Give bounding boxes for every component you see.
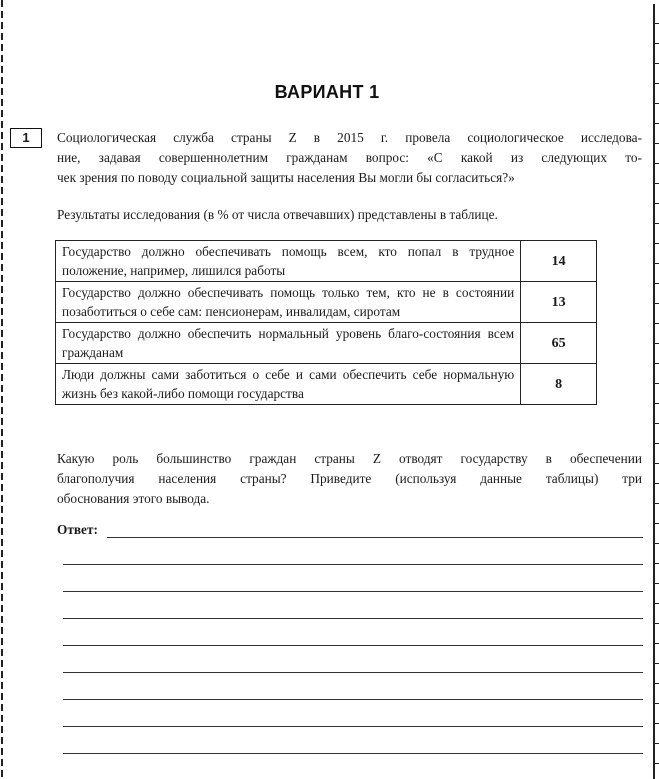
results-intro xyxy=(57,205,642,225)
answer-line[interactable] xyxy=(107,537,643,538)
statement-cell: Государство должно обеспечивать помощь всем, кто попал в трудное положение, например, лишился работы xyxy=(56,241,521,282)
margin-ruler-ticks xyxy=(653,4,659,779)
statement-cell: Люди должны сами заботиться о себе и сами обеспечить себе нормальную жизнь без какой-либо помощи государства xyxy=(56,364,521,405)
intro-line: чек зрения по поводу социальной защиты населения Вы могли бы согласиться?» xyxy=(57,170,515,185)
statement-cell: Государство должно обеспечивать помощь только тем, кто не в состоянии позаботиться о себе сам: пенсионерам, инвалидам, сиротам xyxy=(56,282,521,323)
answer-line[interactable] xyxy=(63,753,643,754)
task-intro xyxy=(57,128,642,188)
results-intro-text: Результаты исследования (в % от числа отвечавших) представлены в таблице. xyxy=(57,207,498,222)
percent-cell: 13 xyxy=(521,282,597,323)
answer-label: Ответ: xyxy=(57,522,98,537)
percent-cell: 8 xyxy=(521,364,597,405)
page-title: ВАРИАНТ 1 xyxy=(274,82,380,102)
table-row xyxy=(56,241,597,282)
intro-line: ние, задавая совершеннолетним гражданам вопрос: «С какой из следующих то- xyxy=(57,150,642,165)
answer-line[interactable] xyxy=(63,726,643,727)
survey-results-table xyxy=(55,240,597,405)
intro-line: Социологическая служба страны Z в 2015 г. провела социологическое исследова- xyxy=(57,130,642,145)
question-line: Какую роль большинство граждан страны Z отводят государству в обеспечении xyxy=(57,451,642,466)
answer-line[interactable] xyxy=(63,699,643,700)
table-row xyxy=(56,282,597,323)
answer-line[interactable] xyxy=(63,672,643,673)
cut-line xyxy=(1,0,3,779)
table-row xyxy=(56,323,597,364)
table-row xyxy=(56,364,597,405)
percent-cell: 14 xyxy=(521,241,597,282)
task-number-box: 1 xyxy=(10,128,42,148)
task-question xyxy=(57,449,642,509)
statement-cell: Государство должно обеспечить нормальный уровень благо-состояния всем гражданам xyxy=(56,323,521,364)
answer-line[interactable] xyxy=(63,645,643,646)
question-line: обоснования этого вывода. xyxy=(57,491,210,506)
question-line: благополучия населения страны? Приведите (используя данные таблицы) три xyxy=(57,471,642,486)
percent-cell: 65 xyxy=(521,323,597,364)
answer-line[interactable] xyxy=(63,591,643,592)
answer-line[interactable] xyxy=(63,618,643,619)
answer-line[interactable] xyxy=(63,564,643,565)
